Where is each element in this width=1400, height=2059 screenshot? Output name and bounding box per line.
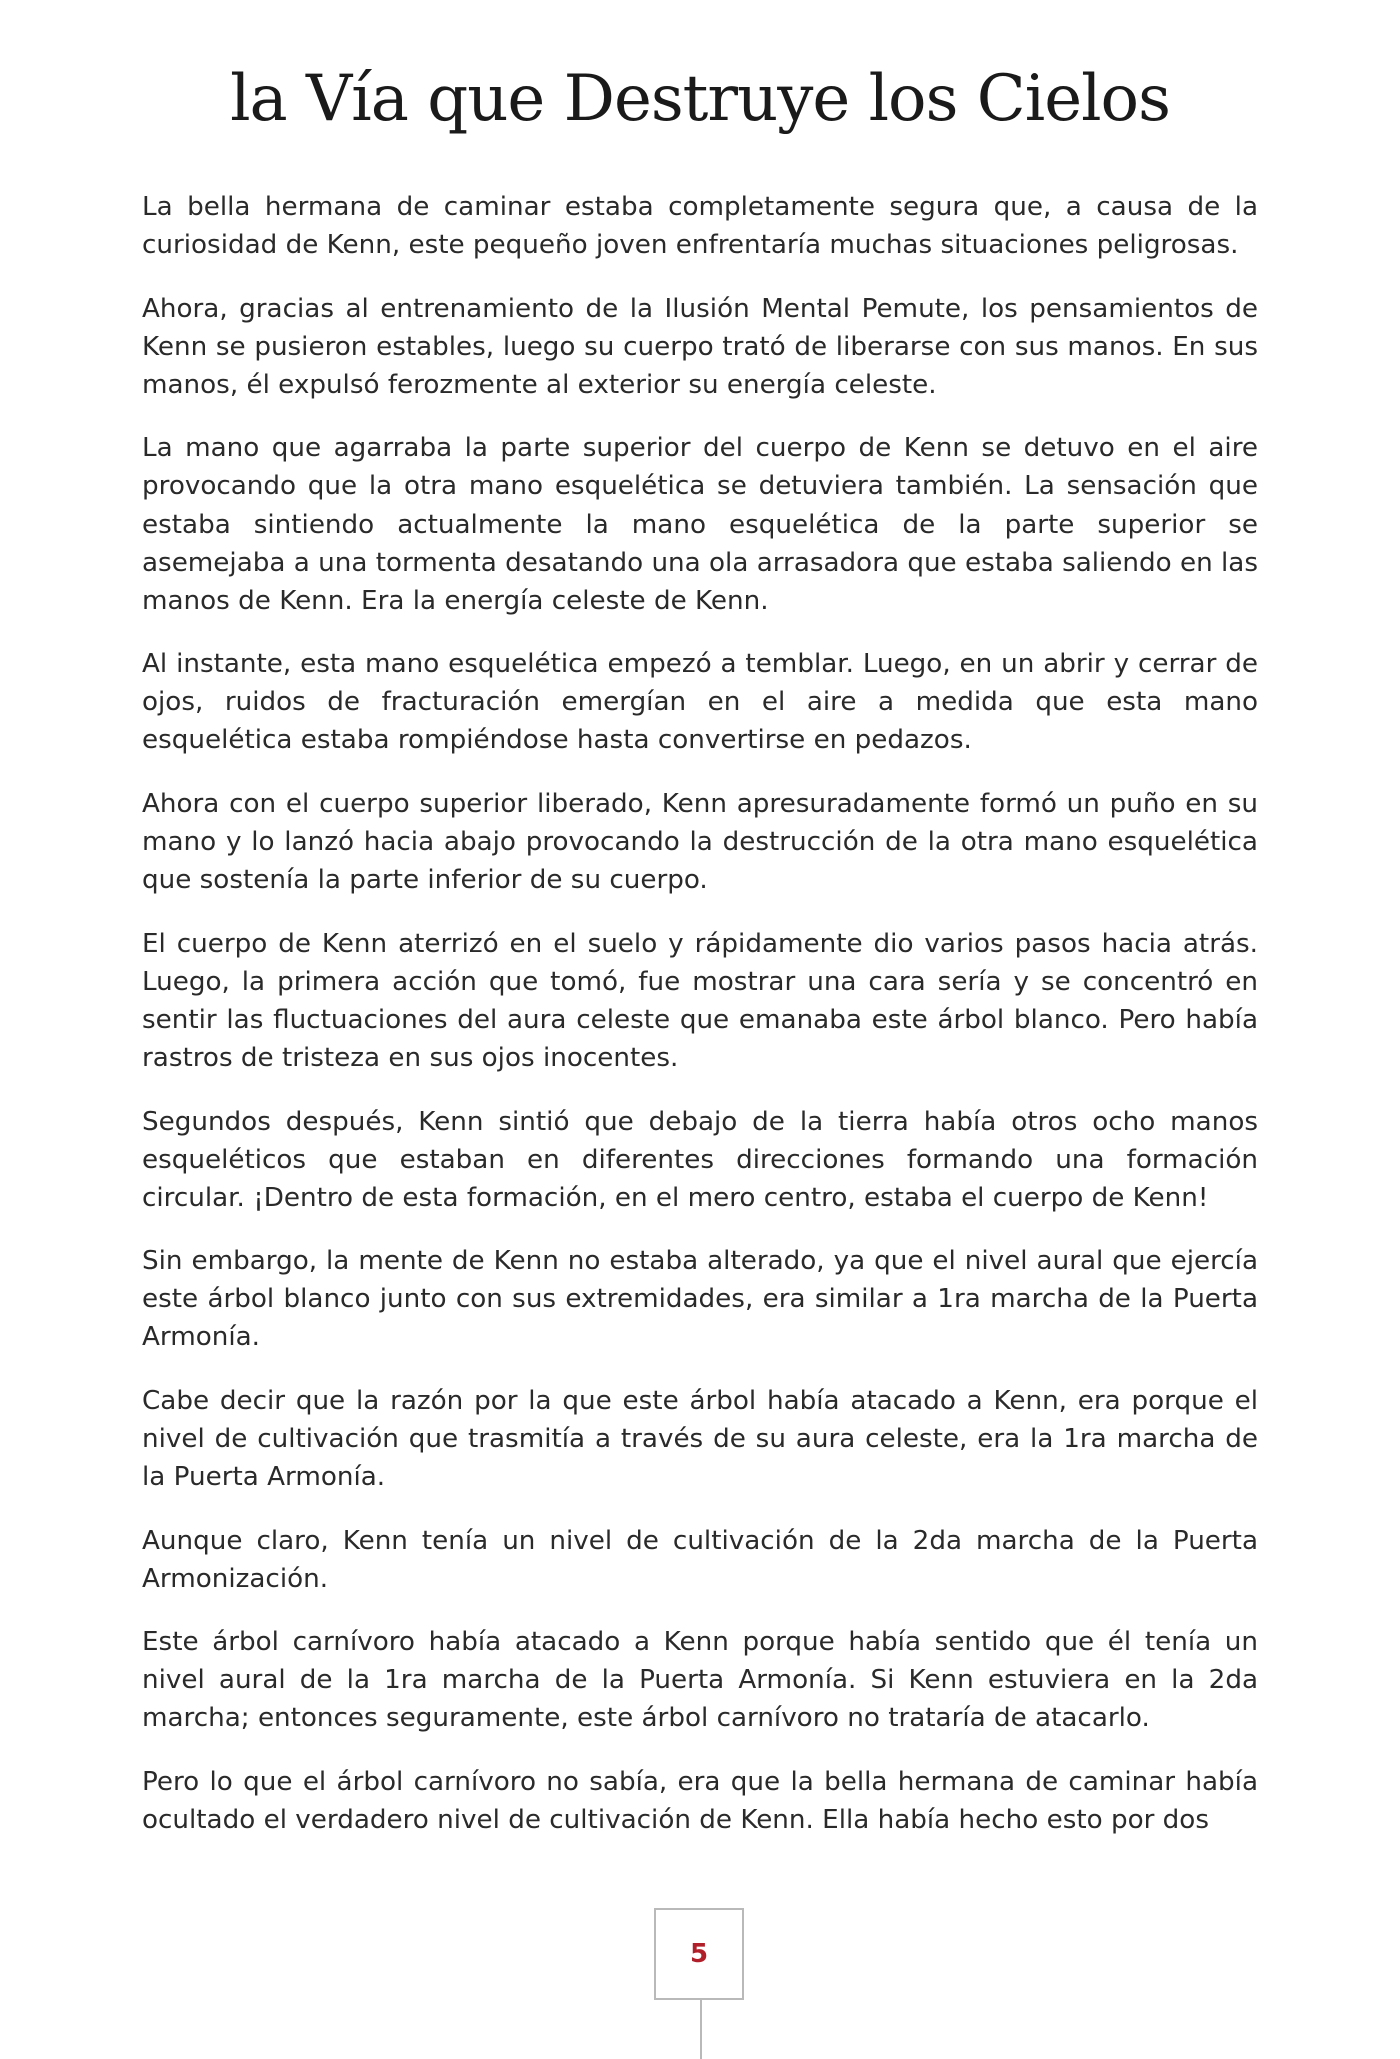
paragraph: Este árbol carnívoro había atacado a Kenn porque había sentido que él tenía un nivel aural de la 1ra marcha de la Puerta Armonía. Si Kenn estuviera en la 2da marcha; entonces seguramente, este árbol carnívoro no trataría de atacarlo. — [142, 1627, 1258, 1734]
page-number-box — [654, 1908, 744, 2000]
paragraph: Pero lo que el árbol carnívoro no sabía, era que la bella hermana de caminar había ocultado el verdadero nivel de cultivación de Kenn. Ella había hecho esto por dos — [142, 1767, 1258, 1836]
paragraph: Al instante, esta mano esquelética empezó a temblar. Luego, en un abrir y cerrar de ojos, ruidos de fracturación emergían en el aire a medida que esta mano esquelética estaba rompiéndose hasta convertirse en pedazos. — [142, 649, 1258, 756]
paragraph: Sin embargo, la mente de Kenn no estaba alterado, ya que el nivel aural que ejercía este árbol blanco junto con sus extremidades, era similar a 1ra marcha de la Puerta Armonía. — [142, 1246, 1258, 1353]
paragraph: Cabe decir que la razón por la que este árbol había atacado a Kenn, era porque el nivel de cultivación que trasmitía a través de su aura celeste, era la 1ra marcha de la Puerta Armonía. — [142, 1385, 1258, 1493]
paragraph: Segundos después, Kenn sintió que debajo de la tierra había otros ocho manos esqueléticos que estaban en diferentes direcciones formando una formación circular. ¡Dentro de esta formación, en el mero centro, estaba el cuerpo de Kenn! — [142, 1106, 1258, 1213]
paragraph: La mano que agarraba la parte superior del cuerpo de Kenn se detuvo en el aire provocando que la otra mano esquelética se detuviera también. La sensación que estaba sintiendo actualmente la mano esquelética de la parte superior se asemejaba a una tormenta desatando una ola arrasadora que estaba saliendo en las manos de Kenn. Era la energía celeste de Kenn. — [142, 433, 1258, 616]
paragraph: El cuerpo de Kenn aterrizó en el suelo y rápidamente dio varios pasos hacia atrás. Luego, la primera acción que tomó, fue mostrar una cara sería y se concentró en sentir las fluctuaciones del aura celeste que emanaba este árbol blanco. Pero había rastros de tristeza en sus ojos inocentes. — [142, 928, 1258, 1073]
page-number-stem — [700, 2000, 702, 2059]
paragraph: La bella hermana de caminar estaba completamente segura que, a causa de la curiosidad de Kenn, este pequeño joven enfrentaría muchas situaciones peligrosas. — [142, 192, 1258, 261]
paragraph: Aunque claro, Kenn tenía un nivel de cultivación de la 2da marcha de la Puerta Armonización. — [142, 1525, 1258, 1594]
paragraph: Ahora, gracias al entrenamiento de la Ilusión Mental Pemute, los pensamientos de Kenn se pusieron estables, luego su cuerpo trató de liberarse con sus manos. En sus manos, él expulsó ferozmente al exterior su energía celeste. — [142, 293, 1258, 400]
paragraph: Ahora con el cuerpo superior liberado, Kenn apresuradamente formó un puño en su mano y lo lanzó hacia abajo provocando la destrucción de la otra mano esquelética que sostenía la parte inferior de su cuerpo. — [142, 788, 1258, 896]
page-number: 5 — [689, 1939, 709, 1969]
page-title: la Vía que Destruye los Cielos — [230, 62, 1170, 136]
body-text — [142, 188, 1258, 1865]
